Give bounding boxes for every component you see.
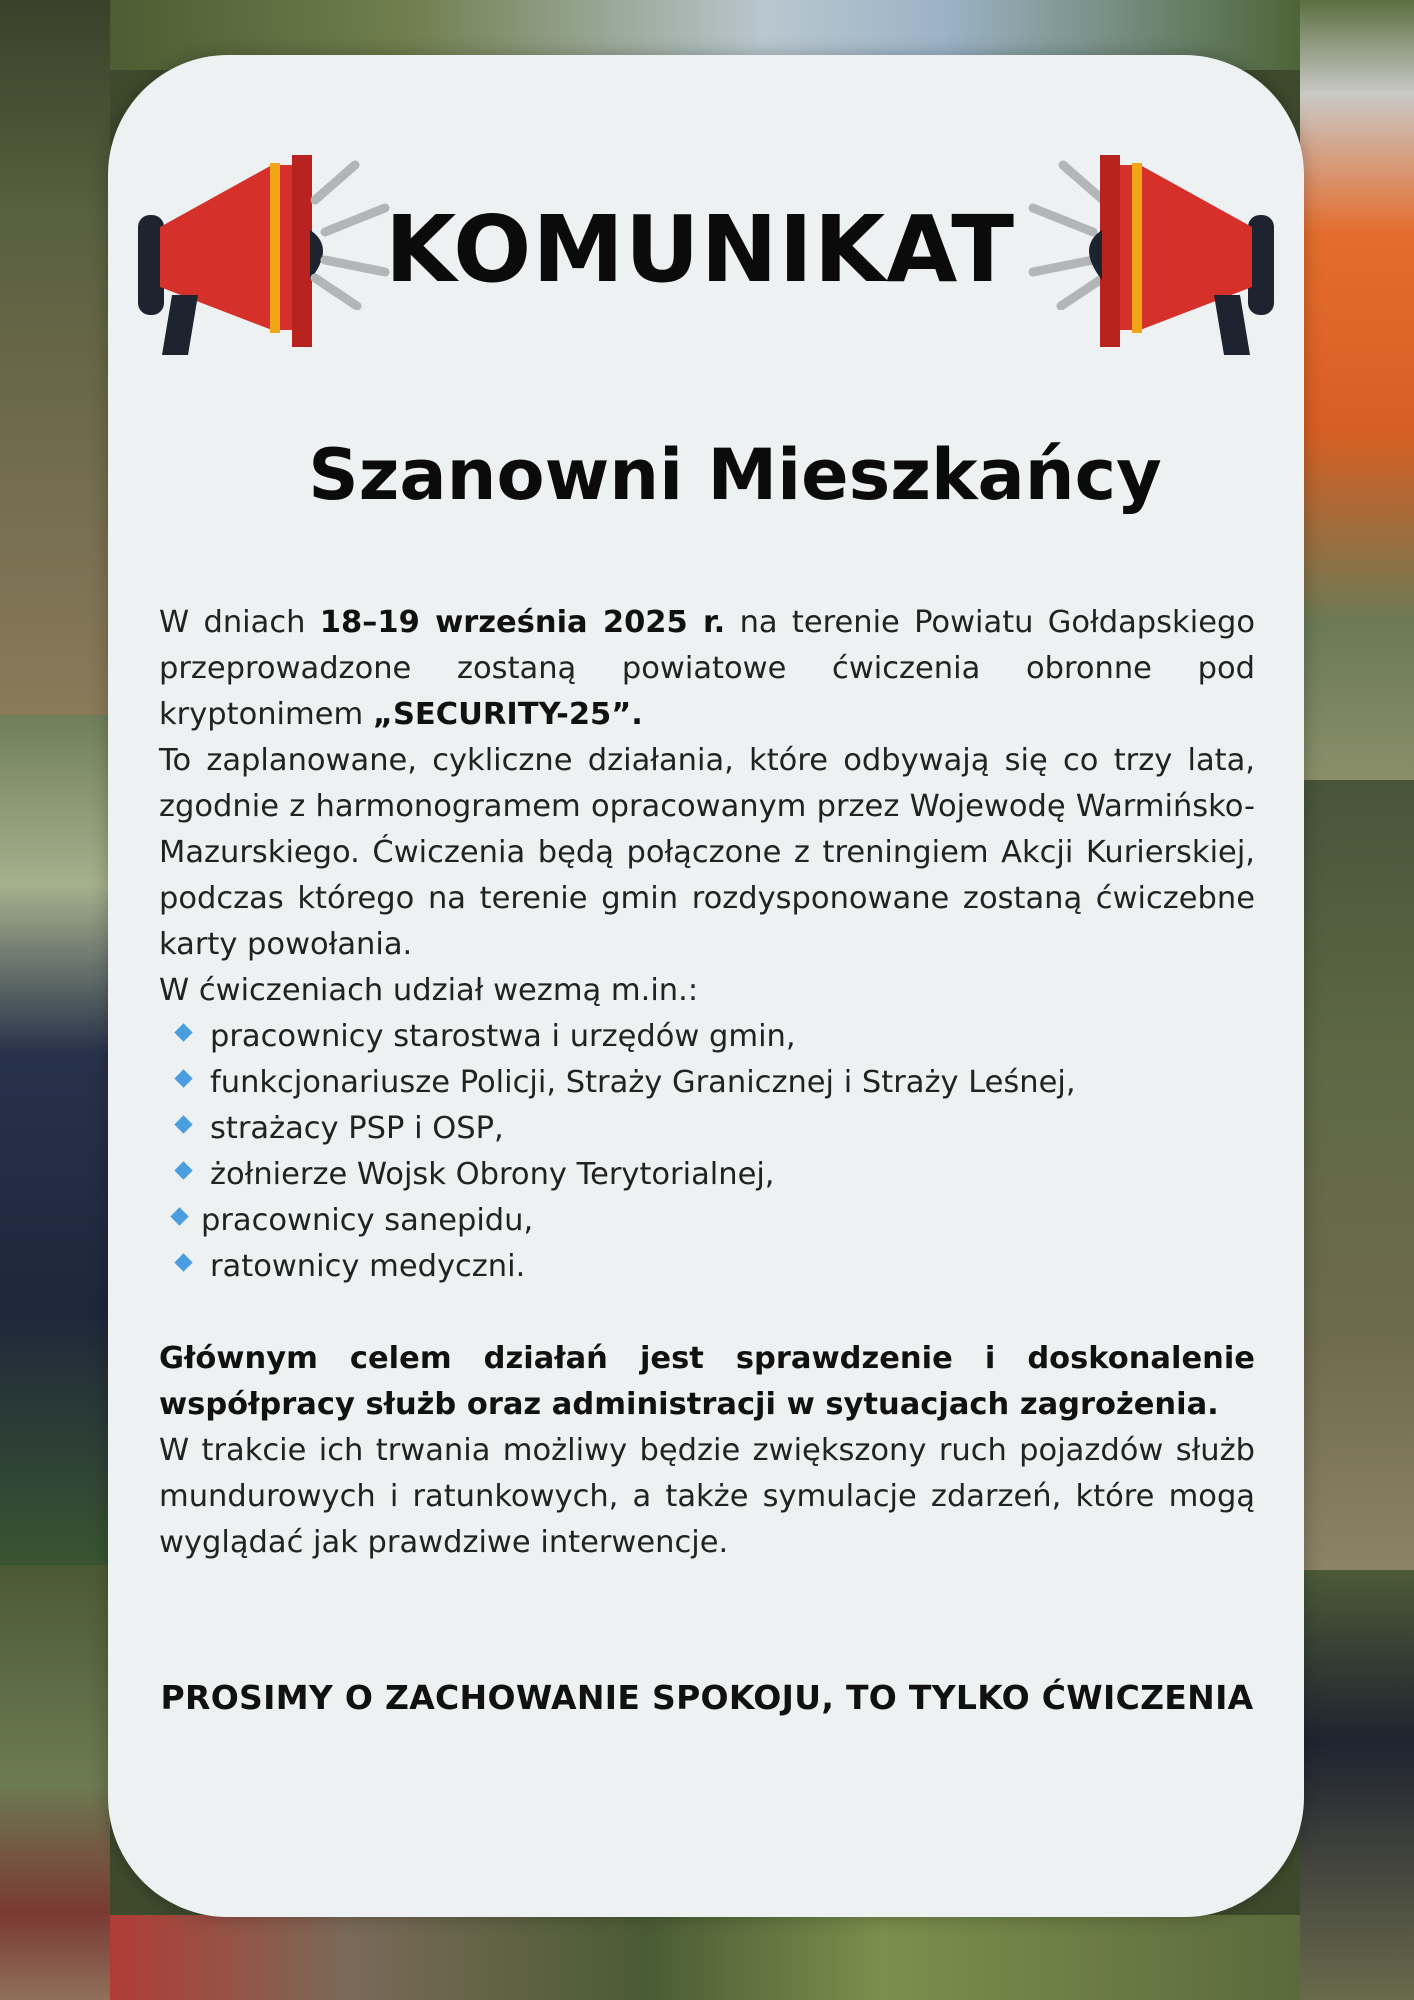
participants-list	[159, 1014, 1255, 1290]
diamond-bullet-icon	[170, 1207, 188, 1225]
announcement-body	[159, 600, 1255, 1566]
diamond-bullet-icon	[174, 1253, 192, 1271]
photo-soldiers	[1300, 780, 1414, 1570]
list-item	[159, 1244, 1255, 1290]
intro-text-2: na terenie Powiatu Gołdapskiego przeprowadzone zostaną powiatowe ćwiczenia obronne pod kryptonimem	[159, 605, 1255, 732]
announcement-title: KOMUNIKAT	[385, 196, 1015, 303]
list-item	[159, 1198, 1255, 1244]
list-item	[159, 1060, 1255, 1106]
list-item	[159, 1014, 1255, 1060]
intro-text-1: W dniach	[159, 605, 320, 640]
photo-police-officer	[0, 715, 110, 1565]
list-item-text: pracownicy starostwa i urzędów gmin,	[210, 1019, 796, 1054]
calm-notice: PROSIMY O ZACHOWANIE SPOKOJU, TO TYLKO ĆWICZENIA	[160, 1678, 1254, 1717]
goal-line-1: Głównym celem działań jest sprawdzenie i doskonalenie	[159, 1341, 1255, 1376]
list-item	[159, 1152, 1255, 1198]
diamond-bullet-icon	[174, 1069, 192, 1087]
photo-forest-guard	[0, 0, 110, 715]
list-item	[159, 1106, 1255, 1152]
list-item-text: ratownicy medyczni.	[210, 1249, 526, 1284]
megaphone-icon	[1080, 155, 1280, 355]
list-item-text: strażacy PSP i OSP,	[210, 1111, 504, 1146]
goal-line-2: współpracy służb oraz administracji w sytuacjach zagrożenia.	[159, 1387, 1219, 1422]
list-item-text: pracownicy sanepidu,	[201, 1203, 534, 1238]
exercise-codename: „SECURITY-25”.	[372, 697, 643, 732]
megaphone-icon	[132, 155, 332, 355]
photo-border-guard	[1300, 1570, 1414, 2000]
list-item-text: funkcjonariusze Policji, Straży Granicznej i Straży Leśnej,	[210, 1065, 1076, 1100]
diamond-bullet-icon	[174, 1023, 192, 1041]
diamond-bullet-icon	[174, 1115, 192, 1133]
greeting-heading: Szanowni Mieszkańcy	[308, 434, 1162, 516]
traffic-paragraph: W trakcie ich trwania możliwy będzie zwiększony ruch pojazdów służb mundurowych i ratunkowych, a także symulacje zdarzeń, które mogą wyglądać jak prawdziwe interwencje.	[159, 1433, 1255, 1560]
photo-fire-trucks	[0, 1565, 110, 2000]
photo-rescuers	[1300, 0, 1414, 780]
schedule-paragraph: To zaplanowane, cykliczne działania, które odbywają się co trzy lata, zgodnie z harmonogramem opracowanym przez Wojewodę Warmińsko-Mazurskiego. Ćwiczenia będą połączone z treningiem Akcji Kurierskiej, podczas którego na terenie gmin rozdysponowane zostaną ćwiczebne karty powołania.	[159, 743, 1255, 962]
diamond-bullet-icon	[174, 1161, 192, 1179]
participants-intro: W ćwiczeniach udział wezmą m.in.:	[159, 973, 699, 1008]
spacer	[159, 1290, 1255, 1336]
list-item-text: żołnierze Wojsk Obrony Terytorialnej,	[210, 1157, 775, 1192]
photo-trees-bottom	[110, 1915, 1300, 2000]
intro-paragraph	[159, 600, 1255, 738]
exercise-dates: 18–19 września 2025 r.	[319, 605, 726, 640]
